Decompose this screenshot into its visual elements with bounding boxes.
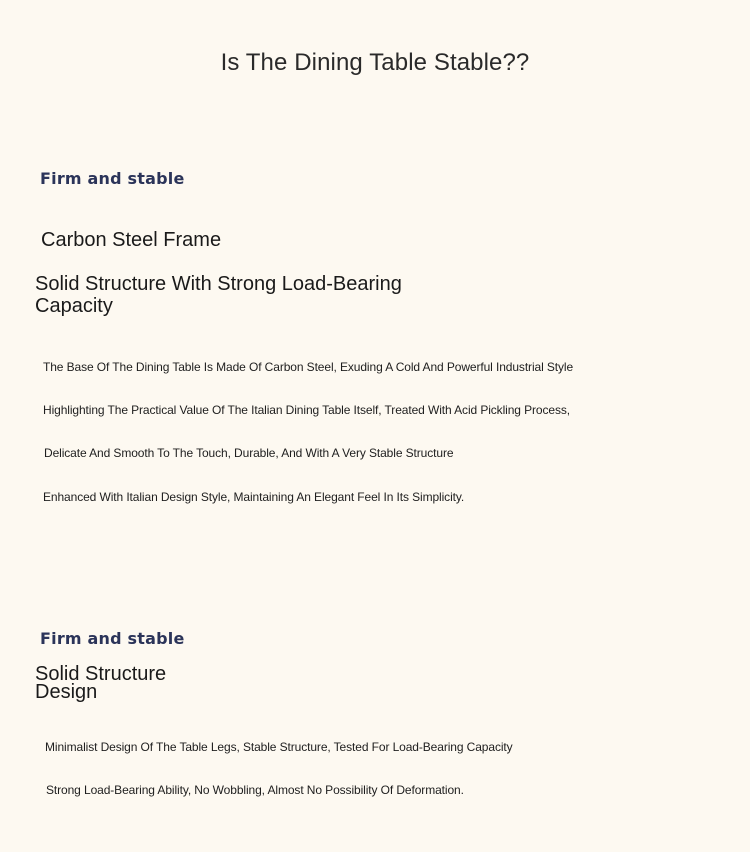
section-heading-line: Design xyxy=(35,681,98,703)
section-heading xyxy=(35,665,166,701)
description-line: The Base Of The Dining Table Is Made Of Carbon Steel, Exuding A Cold And Powerful Industrial Style xyxy=(43,360,574,374)
description-line: Strong Load-Bearing Ability, No Wobbling, Almost No Possibility Of Deformation. xyxy=(46,783,464,797)
section-tagline: Firm and stable xyxy=(40,169,185,188)
section-heading-line: Solid Structure With Strong Load-Bearing xyxy=(35,273,402,295)
description-line: Enhanced With Italian Design Style, Maintaining An Elegant Feel In Its Simplicity. xyxy=(43,490,465,504)
section-heading-line: Capacity xyxy=(35,295,113,317)
section-heading-line: Solid Structure xyxy=(35,663,167,685)
page-title: Is The Dining Table Stable?? xyxy=(220,49,530,76)
section-subheading: Carbon Steel Frame xyxy=(41,229,222,251)
section-tagline: Firm and stable xyxy=(40,629,185,648)
section-heading xyxy=(35,273,402,317)
description-line: Minimalist Design Of The Table Legs, Stable Structure, Tested For Load-Bearing Capacity xyxy=(45,740,513,754)
description-line: Highlighting The Practical Value Of The Italian Dining Table Itself, Treated With Acid Pickling Process, xyxy=(43,403,570,417)
description-line: Delicate And Smooth To The Touch, Durable, And With A Very Stable Structure xyxy=(44,446,454,460)
